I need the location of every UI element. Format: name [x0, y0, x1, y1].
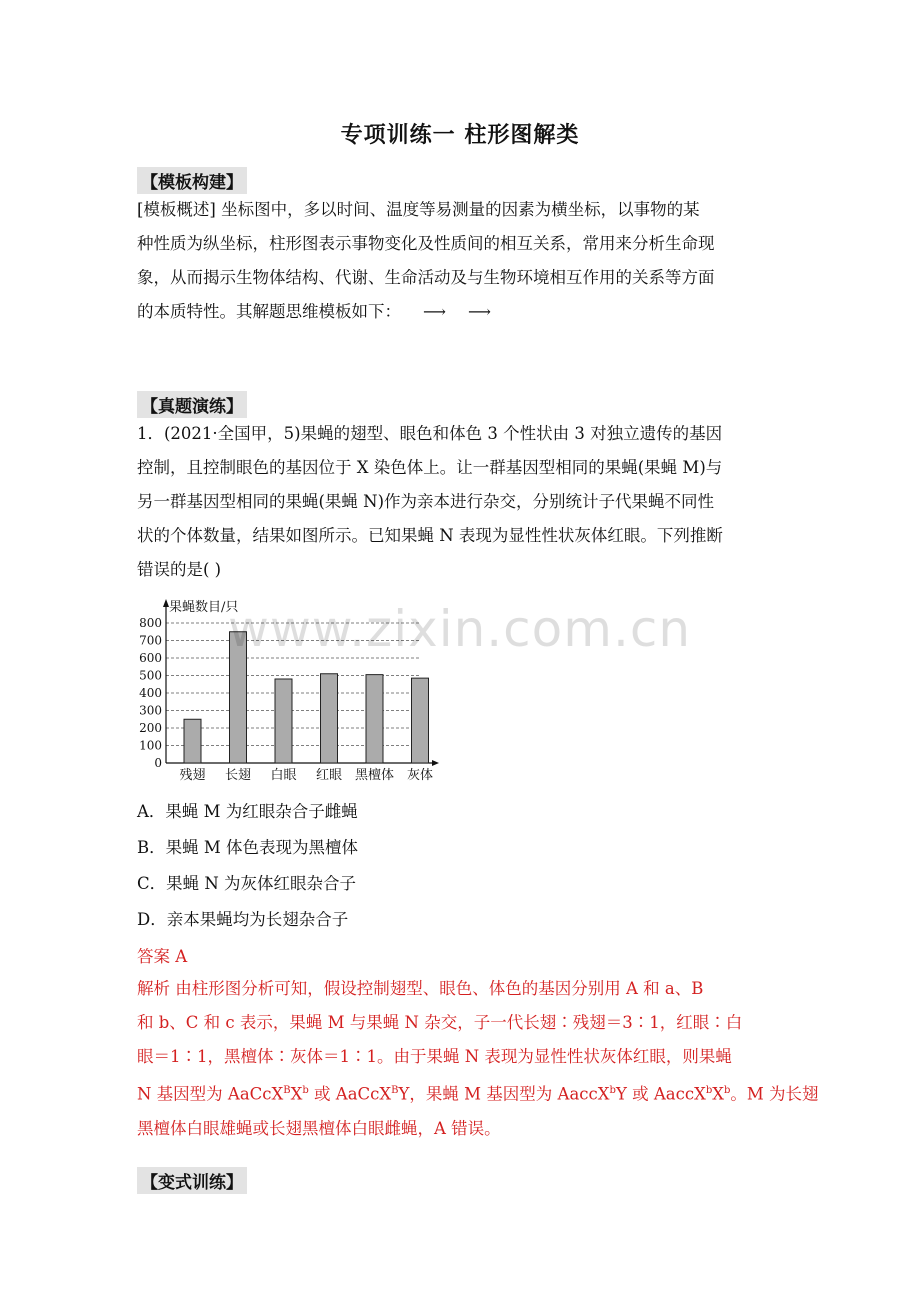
y-tick-label: 600 — [139, 651, 162, 665]
question-line: 状的个体数量，结果如图所示。已知果蝇 N 表现为显性性状灰体红眼。下列推断 — [137, 526, 723, 545]
question-stem — [137, 417, 787, 587]
analysis-line: 黑檀体白眼雄蝇或长翅黑檀体白眼雌蝇，A 错误。 — [137, 1118, 501, 1138]
overview-line: [模板概述] 坐标图中，多以时间、温度等易测量的因素为横坐标，以事物的某 — [137, 200, 700, 219]
x-category-label: 长翅 — [224, 768, 252, 783]
y-tick-label: 500 — [139, 668, 162, 683]
analysis-line: N 基因型为 $AaCcX^BX^b$ 或 AaCcX$^B$Y，果蝇 M 基因型为 AaccX$^b$Y 或 $AaccX^bX^b$。M 为长翅 — [137, 1084, 819, 1104]
y-tick-label: 800 — [139, 616, 162, 630]
option-b: B．果蝇 M 体色表现为黑檀体 — [137, 838, 359, 857]
x-category-label: 红眼 — [315, 768, 343, 783]
page-title: 专项训练一 柱形图解类 — [340, 123, 580, 148]
option-c: C．果蝇 N 为灰体红眼杂合子 — [137, 874, 357, 893]
analysis — [137, 972, 819, 1146]
x-category-label: 白眼 — [270, 768, 297, 783]
bar — [275, 679, 292, 763]
overview-line: 种性质为纵坐标，柱形图表示事物变化及性质间的相互关系，常用来分析生命现 — [137, 234, 715, 253]
arrow-icon: ⟶ — [423, 302, 446, 321]
y-tick-label: 100 — [139, 738, 162, 753]
overview-line: 的本质特性。其解题思维模板如下： ⟶ ⟶ — [137, 295, 787, 329]
x-category-label: 灰体 — [406, 768, 434, 783]
bar-chart — [130, 597, 440, 787]
x-category-label: 残翅 — [179, 768, 206, 783]
y-tick-label: 300 — [139, 703, 162, 718]
x-category-label: 黑檀体 — [354, 768, 395, 783]
y-tick-label: 200 — [139, 721, 162, 735]
analysis-line: 解析 由柱形图分析可知，假设控制翅型、眼色、体色的基因分别用 A 和 a、B — [137, 979, 704, 998]
watermark: www.zixin.com.cn — [228, 600, 692, 658]
question-line: 错误的是( ) — [137, 560, 222, 579]
section-template-build: 【模板构建】 — [137, 167, 247, 194]
analysis-line: 眼＝1∶1，黑檀体∶灰体＝1∶1。由于果蝇 N 表现为显性性状灰体红眼，则果蝇 — [137, 1047, 732, 1066]
bar — [184, 719, 201, 763]
y-tick-label: 400 — [139, 686, 162, 700]
bar — [321, 674, 338, 763]
option-d: D．亲本果蝇均为长翅杂合子 — [137, 910, 349, 929]
y-tick-label: 0 — [154, 756, 162, 770]
template-overview — [137, 193, 787, 329]
section-real-questions: 【真题演练】 — [137, 391, 247, 418]
question-line: 控制，且控制眼色的基因位于 X 染色体上。让一群基因型相同的果蝇(果蝇 M)与 — [137, 458, 723, 477]
answer: 答案 A — [137, 947, 188, 966]
y-axis-label: 果蝇数目/只 — [169, 600, 239, 615]
option-a: A．果蝇 M 为红眼杂合子雌蝇 — [137, 802, 358, 821]
bar — [366, 675, 383, 763]
x-axis-arrow-icon — [432, 760, 439, 766]
bar — [412, 678, 429, 763]
arrow-icon: ⟶ — [467, 302, 491, 321]
bar — [230, 632, 247, 763]
question-line: 1．(2021·全国甲，5)果蝇的翅型、眼色和体色 3 个性状由 3 对独立遗传的基因 — [137, 424, 723, 443]
overview-line: 象，从而揭示生物体结构、代谢、生命活动及与生物环境相互作用的关系等方面 — [137, 268, 715, 287]
y-tick-label: 700 — [139, 633, 162, 648]
question-line: 另一群基因型相同的果蝇(果蝇 N)作为亲本进行杂交，分别统计子代果蝇不同性 — [137, 492, 715, 511]
section-variant-training: 【变式训练】 — [137, 1167, 247, 1194]
analysis-line: 和 b、C 和 c 表示，果蝇 M 与果蝇 N 杂交，子一代长翅∶残翅＝3∶1，红眼∶白 — [137, 1013, 743, 1032]
